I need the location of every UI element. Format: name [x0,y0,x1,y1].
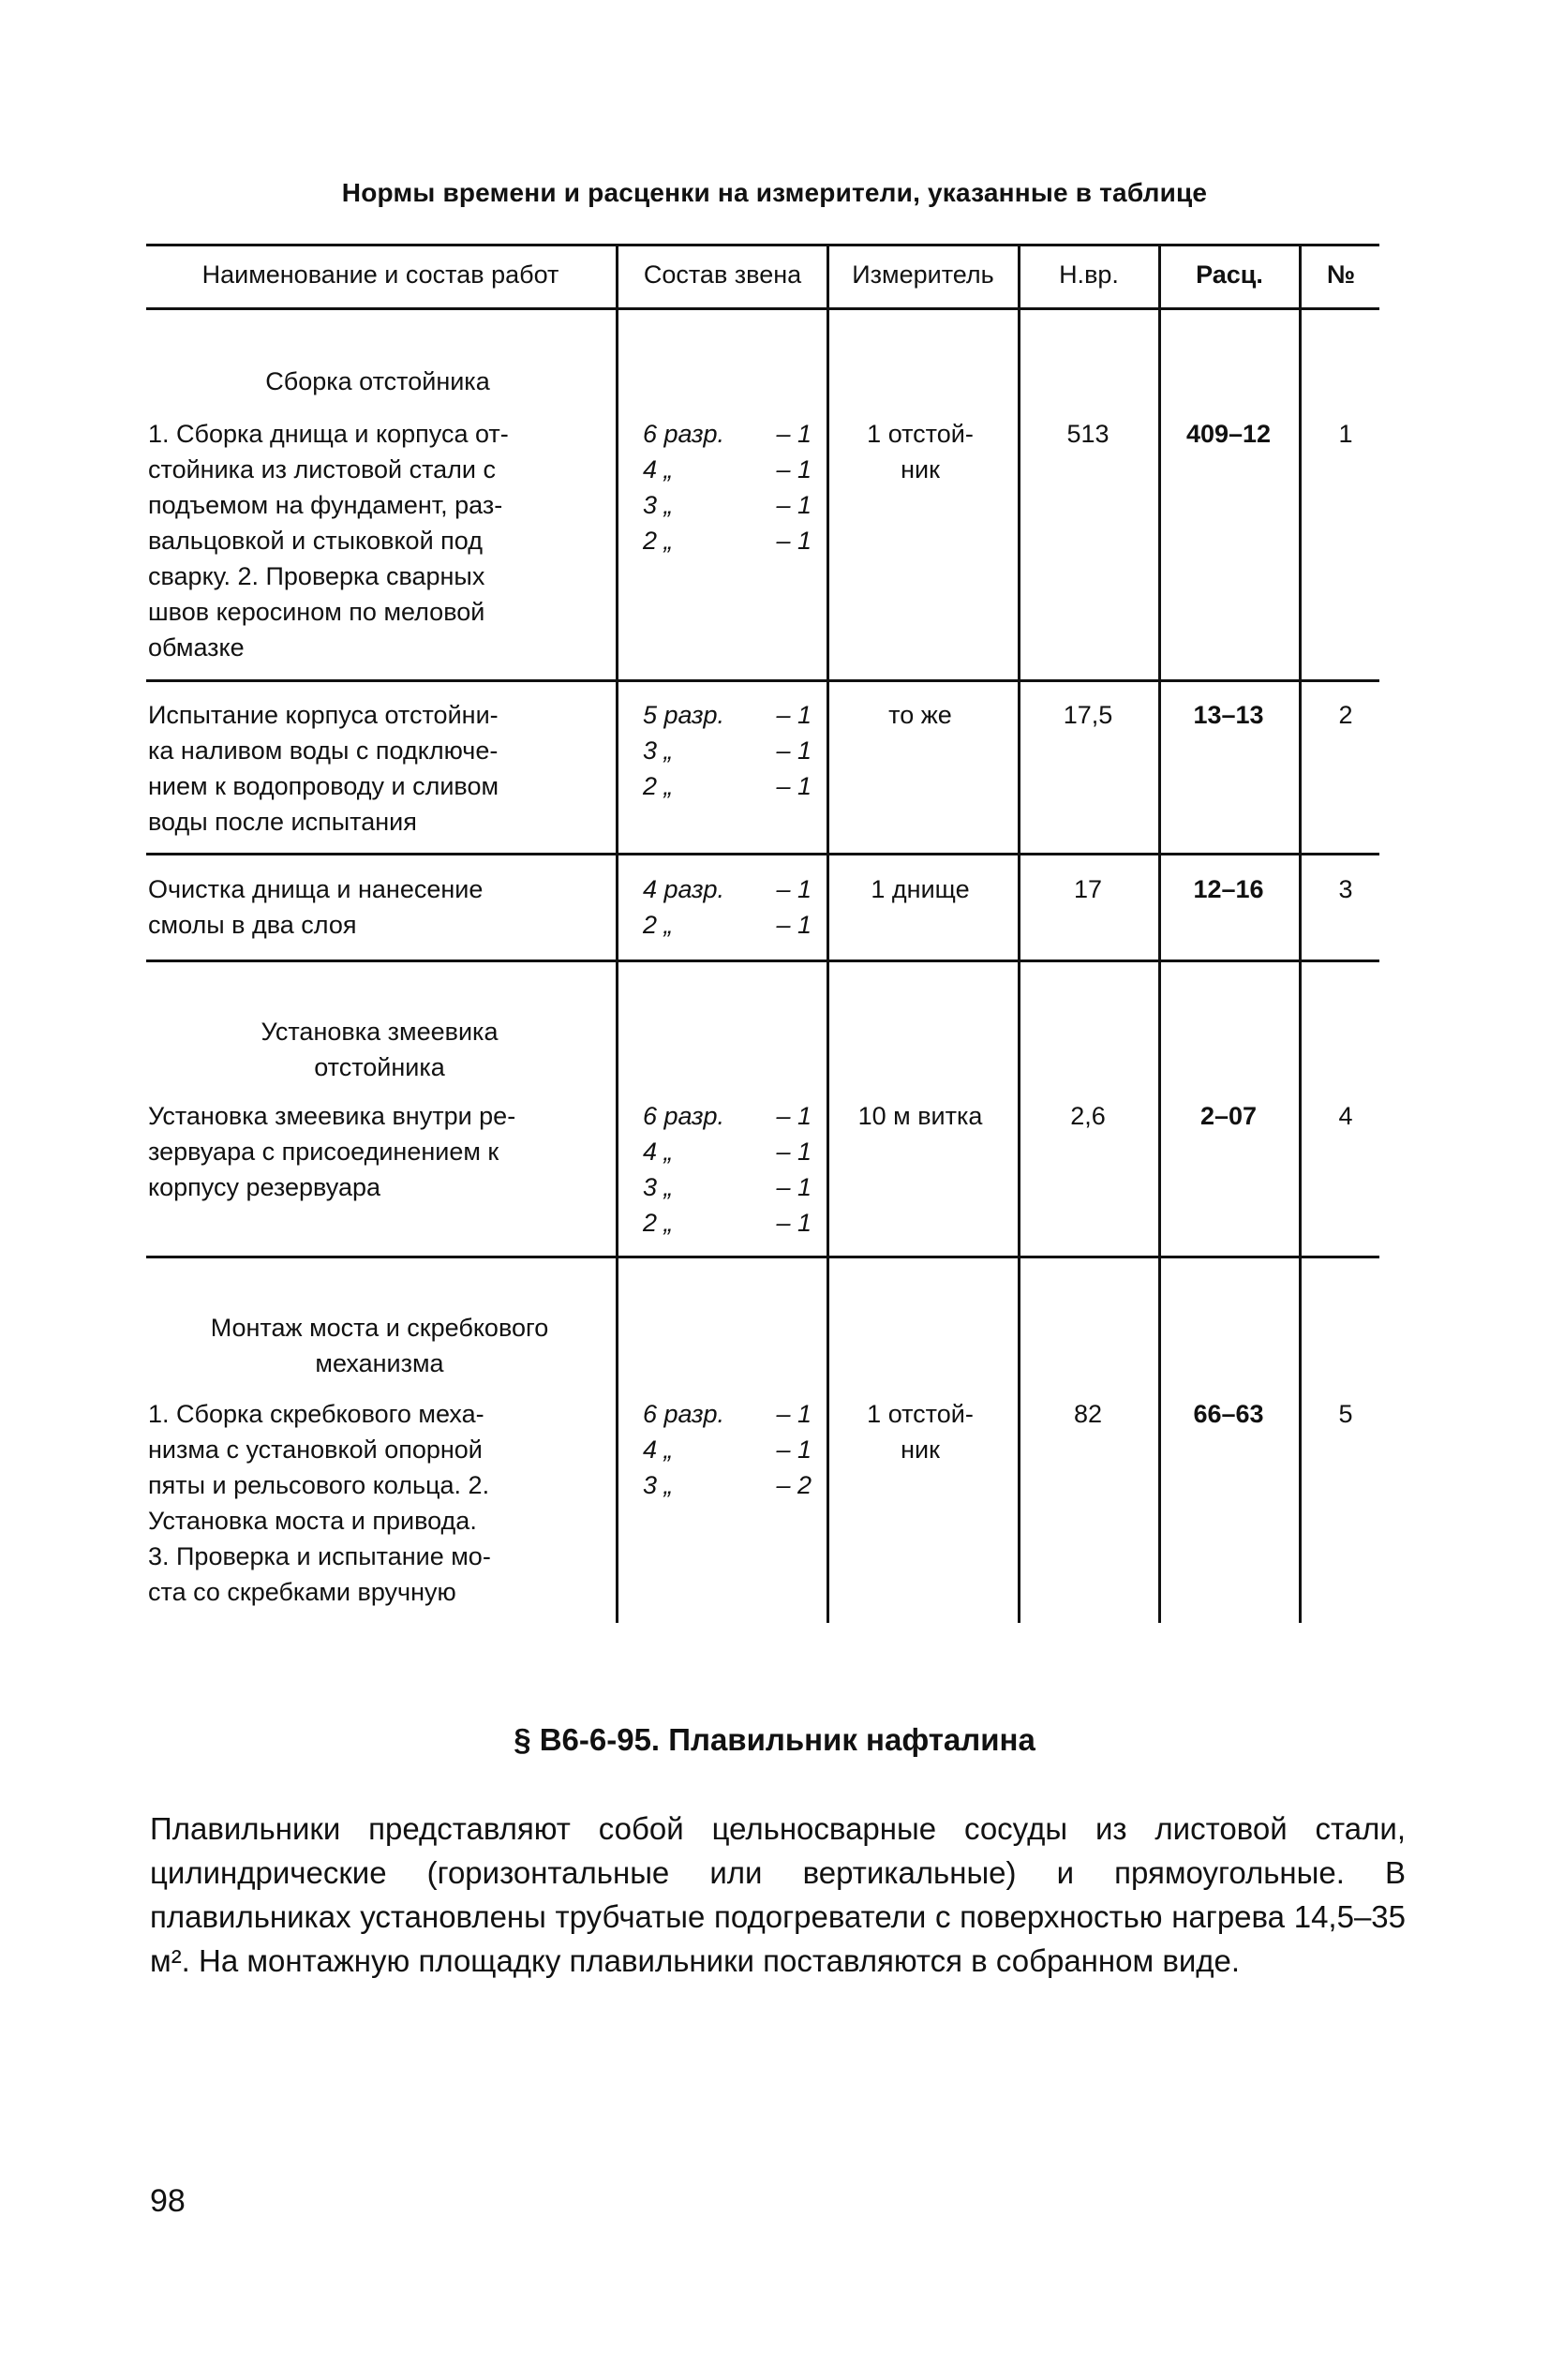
crew-count: – 1 [776,701,812,729]
crew-count: – 1 [776,1435,812,1464]
work-line: воды после испытания [148,808,417,836]
crew-count: – 1 [776,1173,812,1201]
work-line: нием к водопроводу и сливом [148,772,499,800]
crew-count: – 1 [776,527,812,555]
crew-count: – 1 [776,1102,812,1130]
measure-line: ник [901,455,940,483]
measure-line: 1 днище [871,875,970,903]
table-header-rule [146,307,1379,310]
row-number: 1 [1338,420,1353,448]
work-line: сварку. 2. Проверка сварных [148,562,485,590]
work-line: низма с установкой опорной [148,1435,483,1464]
crew-count: – 1 [776,420,812,448]
row-number: 4 [1338,1102,1353,1130]
crew-count: – 2 [776,1471,812,1499]
norm-value: 513 [1066,420,1110,448]
measure-line: 10 м витка [857,1102,983,1130]
measure-unit [828,1396,1012,1467]
work-line: 1. Сборка днища и корпуса от- [148,420,509,448]
crew-count: – 1 [776,772,812,800]
norm-value: 2,6 [1070,1102,1106,1130]
section-title: § В6-6-95. Плавильник нафталина [514,1722,1035,1757]
header-crew: Состав звена [643,260,802,289]
work-line: Испытание корпуса отстойни- [148,701,499,729]
work-line: вальцовкой и стыковкой под [148,527,483,555]
measure-unit [828,871,1012,907]
work-line: корпусу резервуара [148,1173,381,1201]
crew-grade: 2 „ [643,911,673,939]
crew-grade: 6 разр. [643,420,725,448]
crew-count: – 1 [776,491,812,519]
row-divider [146,959,1379,962]
work-line: 3. Проверка и испытание мо- [148,1542,491,1570]
work-description [148,871,607,943]
crew-grade: 3 „ [643,1173,673,1201]
row-number: 3 [1338,875,1353,903]
row-heading: Установка змеевика отстойника [261,1018,499,1081]
norm-value: 17,5 [1063,701,1113,729]
crew-composition [643,416,812,558]
work-line: Очистка днища и нанесение [148,875,484,903]
work-line: обмазке [148,633,245,662]
crew-count: – 1 [776,736,812,765]
rate-value: 2–07 [1199,1102,1258,1130]
crew-composition [643,1396,812,1503]
work-line: ка наливом воды с подключе- [148,736,499,765]
body-paragraph: Плавильники представляют собой цельносварные сосуды из листовой стали, цилиндрические (горизонтальные или вертикальные) и прямоугольные. В плавильниках установлены трубчатые подогреватели с поверхностью нагрева 14,5–35 м². На монтажную площадку плавильники поставляются в собранном виде. [150,1811,1406,1978]
crew-grade: 4 „ [643,455,673,483]
crew-grade: 4 разр. [643,875,725,903]
crew-composition [643,1098,812,1241]
norm-value: 82 [1073,1400,1103,1428]
page-number: 98 [150,2183,186,2219]
crew-count: – 1 [776,875,812,903]
work-line: смолы в два слоя [148,911,357,939]
header-measure: Измеритель [852,260,994,289]
crew-grade: 6 разр. [643,1102,725,1130]
work-line: зервуара с присоединением к [148,1138,499,1166]
crew-count: – 1 [776,911,812,939]
work-line: подъемом на фундамент, раз- [148,491,503,519]
header-rate: Расц. [1196,260,1263,289]
measure-unit [828,1098,1012,1134]
measure-line: ник [901,1435,940,1464]
row-divider [146,1256,1379,1258]
work-line: Установка моста и привода. [148,1507,477,1535]
crew-grade: 4 „ [643,1138,673,1166]
work-description [148,1098,607,1205]
crew-grade: 6 разр. [643,1400,725,1428]
work-line: ста со скребками вручную [148,1578,456,1606]
crew-count: – 1 [776,455,812,483]
crew-count: – 1 [776,1400,812,1428]
measure-line: 1 отстой- [867,420,974,448]
row-heading: Монтаж моста и скребкового механизма [210,1314,549,1377]
measure-unit [828,697,1012,733]
crew-grade: 2 „ [643,772,673,800]
norm-value: 17 [1073,875,1103,903]
table-top-rule [146,244,1379,246]
work-description [148,416,607,665]
crew-grade: 3 „ [643,1471,673,1499]
work-line: швов керосином по меловой [148,598,485,626]
crew-composition [643,697,812,804]
crew-grade: 2 „ [643,527,673,555]
row-number: 2 [1338,701,1353,729]
header-work: Наименование и состав работ [201,260,559,289]
work-description [148,1396,607,1610]
crew-grade: 3 „ [643,491,673,519]
header-norm: Н.вр. [1059,260,1119,289]
measure-unit [828,416,1012,487]
row-heading: Сборка отстойника [265,367,490,395]
work-description [148,697,607,840]
crew-count: – 1 [776,1138,812,1166]
crew-count: – 1 [776,1209,812,1237]
header-number: № [1326,260,1356,289]
measure-line: то же [888,701,952,729]
work-line: стойника из листовой стали с [148,455,497,483]
work-line: Установка змеевика внутри ре- [148,1102,516,1130]
page-title: Нормы времени и расценки на измерители, указанные в таблице [341,178,1208,207]
crew-composition [643,871,812,943]
rate-value: 13–13 [1193,701,1264,729]
column-rule [616,245,618,1623]
crew-grade: 2 „ [643,1209,673,1237]
work-line: пяты и рельсового кольца. 2. [148,1471,490,1499]
measure-line: 1 отстой- [867,1400,974,1428]
work-line: 1. Сборка скребкового меха- [148,1400,484,1428]
row-divider [146,679,1379,682]
rate-value: 409–12 [1185,420,1272,448]
row-number: 5 [1338,1400,1353,1428]
row-divider [146,853,1379,855]
crew-grade: 4 „ [643,1435,673,1464]
crew-grade: 3 „ [643,736,673,765]
rate-value: 66–63 [1193,1400,1264,1428]
rate-value: 12–16 [1193,875,1264,903]
crew-grade: 5 разр. [643,701,725,729]
